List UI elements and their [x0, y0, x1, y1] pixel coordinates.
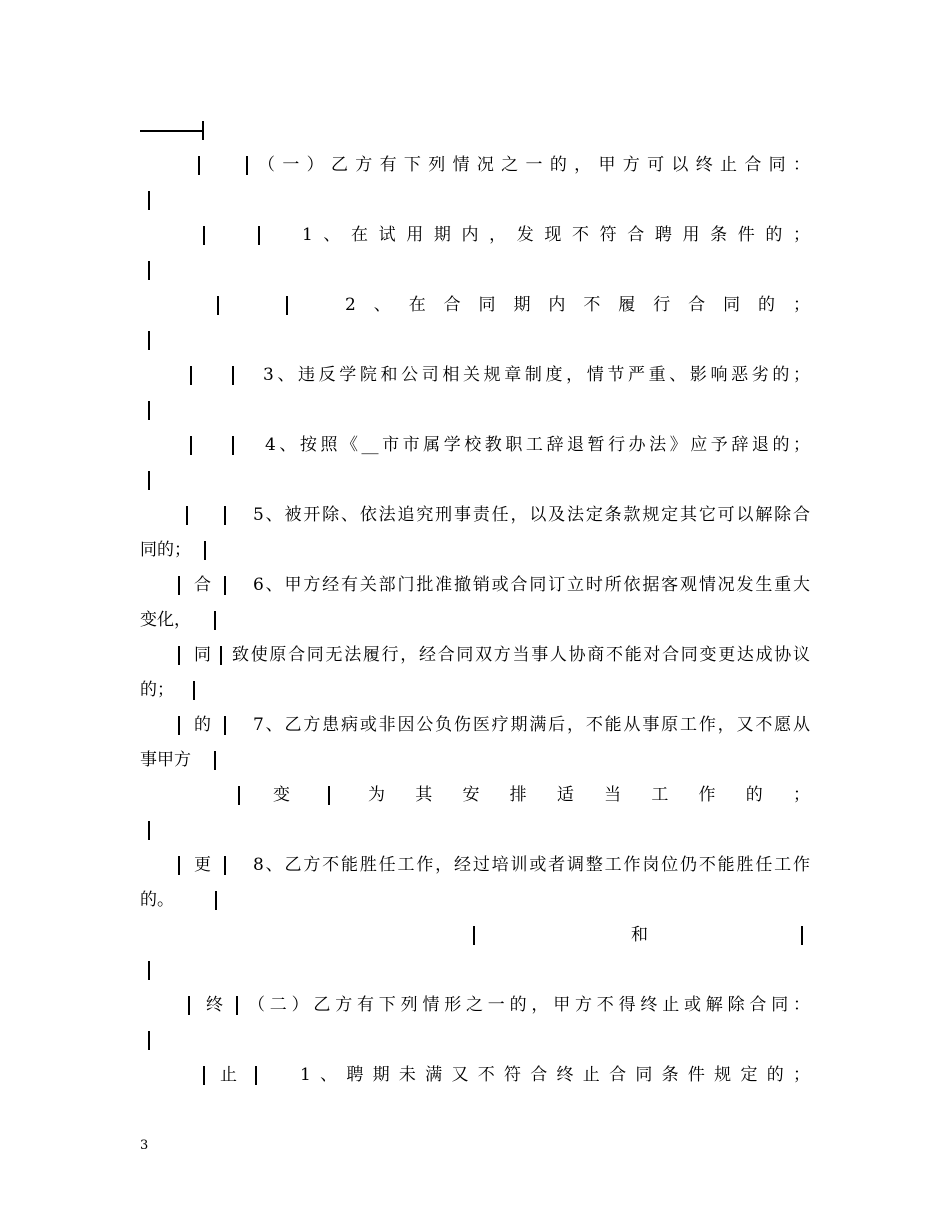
table-border-bar	[203, 226, 205, 245]
text-line	[140, 955, 810, 985]
text-line	[140, 990, 810, 1020]
table-border-bar	[232, 436, 234, 455]
table-border-bar	[202, 121, 204, 140]
table-border-bar	[214, 611, 216, 630]
clause-item-continued: 事甲方	[140, 750, 191, 770]
table-border-bar	[214, 751, 216, 770]
clause-item: 6、甲方经有关部门批准撤销或合同订立时所依据客观情况发生重大	[253, 575, 810, 595]
table-border-bar	[217, 296, 219, 315]
table-border-top-line	[140, 130, 202, 132]
table-border-bar	[148, 1031, 150, 1050]
table-border-bar	[178, 716, 180, 735]
table-border-bar	[188, 996, 190, 1015]
text-line	[140, 395, 810, 425]
table-border-bar	[198, 156, 200, 175]
text-line	[140, 360, 810, 390]
text-line	[140, 150, 810, 180]
side-label-char: 同	[194, 645, 211, 665]
text-line	[140, 815, 810, 845]
table-border-bar	[232, 366, 234, 385]
clause-item: 致使原合同无法履行，经合同双方当事人协商不能对合同变更达成协议	[232, 645, 810, 665]
table-border-bar	[236, 996, 238, 1015]
clause-item: 7、乙方患病或非因公负伤医疗期满后，不能从事原工作，又不愿从	[253, 715, 810, 735]
table-border-bar	[178, 576, 180, 595]
table-border-bar	[224, 856, 226, 875]
side-label-char: 更	[194, 855, 211, 875]
table-border-bar	[148, 401, 150, 420]
side-label-char: 变	[273, 785, 290, 805]
table-border-bar	[178, 856, 180, 875]
text-line	[140, 465, 810, 495]
table-border-bar	[215, 891, 217, 910]
side-label-char: 终	[206, 995, 223, 1015]
text-line	[140, 290, 810, 320]
text-line	[140, 640, 810, 670]
clause-item: 5、被开除、依法追究刑事责任，以及法定条款规定其它可以解除合	[253, 505, 810, 525]
side-label-char: 和	[631, 925, 648, 945]
clause-heading: （一）乙方有下列情况之一的，甲方可以终止合同：	[258, 155, 810, 175]
text-line	[140, 500, 810, 530]
table-border-bar	[238, 786, 240, 805]
table-border-bar	[148, 961, 150, 980]
table-border-bar	[328, 786, 330, 805]
text-line	[140, 1025, 810, 1055]
text-line	[140, 605, 810, 635]
page-number: 3	[140, 1138, 149, 1153]
clause-item-continued: 的；	[140, 680, 174, 700]
side-label-char: 的	[194, 715, 211, 735]
text-line	[140, 535, 810, 565]
clause-heading: （二）乙方有下列情形之一的，甲方不得终止或解除合同：	[248, 995, 810, 1015]
table-border-bar	[286, 296, 288, 315]
table-border-bar	[148, 261, 150, 280]
text-line	[140, 220, 810, 250]
table-border-bar	[801, 926, 803, 945]
clause-item: 4、按照《__市市属学校教职工辞退暂行办法》应予辞退的；	[265, 435, 810, 455]
text-line	[140, 570, 810, 600]
text-line	[140, 1060, 810, 1090]
clause-item-continued: 的。	[140, 890, 174, 910]
clause-item: 1、在试用期内，发现不符合聘用条件的；	[302, 225, 810, 245]
table-border-bar	[204, 541, 206, 560]
table-border-bar	[246, 156, 248, 175]
clause-item-continued: 变化，	[140, 610, 191, 630]
table-border-bar	[186, 506, 188, 525]
table-border-bar	[148, 471, 150, 490]
table-border-bar	[255, 1066, 257, 1085]
table-border-bar	[190, 366, 192, 385]
table-border-bar	[220, 646, 222, 665]
text-line	[140, 430, 810, 460]
table-border-bar	[224, 716, 226, 735]
clause-item: 为其安排适当工作的；	[368, 785, 810, 805]
table-border-bar	[258, 226, 260, 245]
clause-item: 2、在合同期内不履行合同的；	[345, 295, 810, 315]
text-line	[140, 675, 810, 705]
table-border-bar	[148, 331, 150, 350]
text-line	[140, 185, 810, 215]
text-line	[140, 255, 810, 285]
text-line	[140, 850, 810, 880]
side-label-char: 止	[220, 1065, 237, 1085]
text-line	[140, 710, 810, 740]
table-border-bar	[193, 681, 195, 700]
table-border-bar	[473, 926, 475, 945]
clause-item: 3、违反学院和公司相关规章制度，情节严重、影响恶劣的；	[263, 365, 810, 385]
table-border-bar	[148, 191, 150, 210]
side-label-char: 合	[194, 575, 211, 595]
clause-item: 1、聘期未满又不符合终止合同条件规定的；	[300, 1065, 810, 1085]
text-line	[140, 745, 810, 775]
table-border-bar	[224, 506, 226, 525]
text-line	[140, 780, 810, 810]
table-border-bar	[148, 821, 150, 840]
table-border-bar	[224, 576, 226, 595]
text-line	[140, 325, 810, 355]
clause-item: 8、乙方不能胜任工作，经过培训或者调整工作岗位仍不能胜任工作	[253, 855, 810, 875]
table-border-bar	[203, 1066, 205, 1085]
text-line	[140, 885, 810, 915]
text-line	[140, 920, 810, 950]
table-border-bar	[190, 436, 192, 455]
clause-item-continued: 同的；	[140, 540, 191, 560]
table-border-bar	[178, 646, 180, 665]
